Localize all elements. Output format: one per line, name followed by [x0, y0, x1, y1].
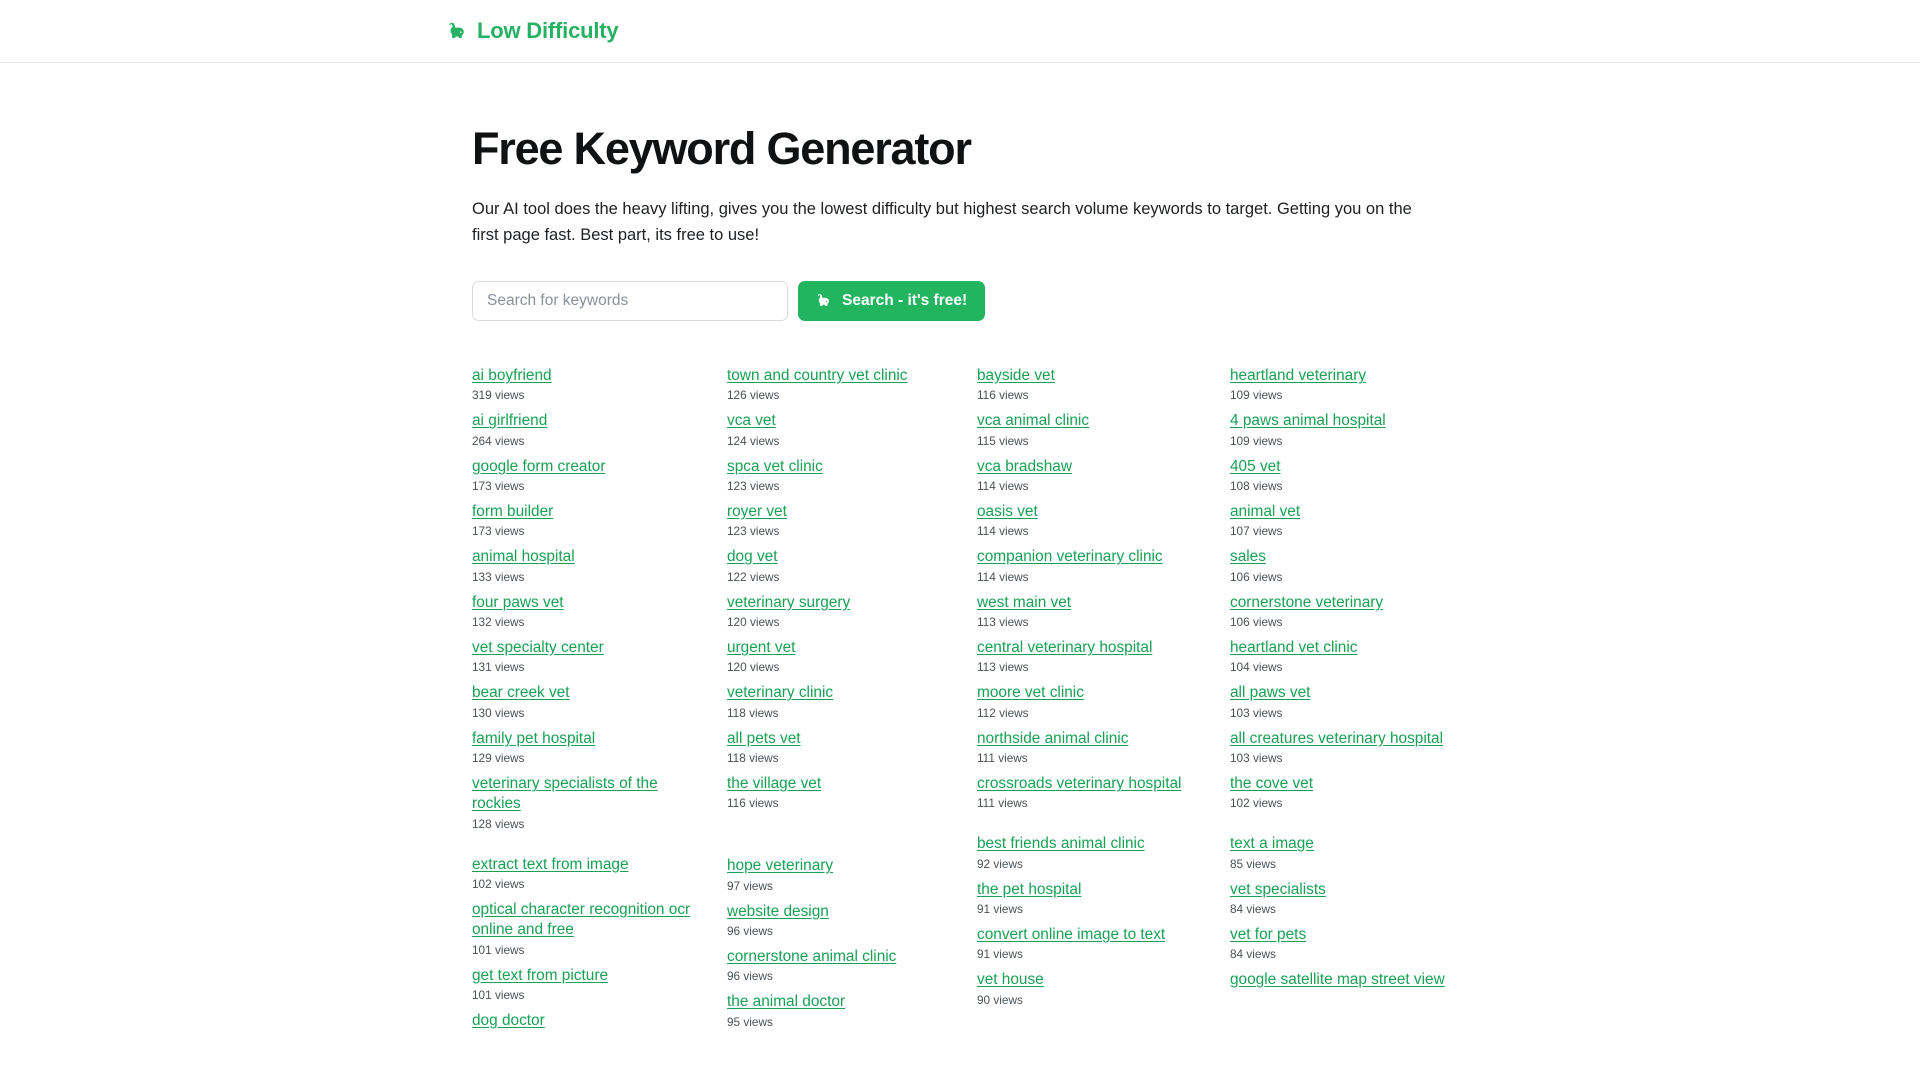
keyword-link[interactable]: animal vet [1230, 502, 1301, 520]
keyword-views: 91 views [977, 901, 1023, 916]
keyword-link[interactable]: vca vet [727, 412, 776, 430]
keyword-item [977, 729, 1207, 765]
keyword-item [1230, 366, 1460, 402]
keyword-item [1230, 970, 1460, 990]
keyword-link[interactable]: all creatures veterinary hospital [1230, 729, 1444, 747]
keyword-views: 103 views [1230, 750, 1283, 765]
keyword-link[interactable]: vet house [977, 971, 1044, 989]
keyword-item [472, 855, 702, 891]
keyword-views: 129 views [472, 750, 525, 765]
keyword-link[interactable]: companion veterinary clinic [977, 548, 1163, 566]
keyword-views: 96 views [727, 969, 773, 984]
main-content [0, 63, 1920, 1055]
keyword-views: 319 views [472, 388, 525, 403]
search-input[interactable] [472, 281, 788, 321]
brand-logo-link[interactable] [447, 18, 618, 44]
keyword-link[interactable]: ai boyfriend [472, 366, 552, 384]
keyword-views: 120 views [727, 660, 780, 675]
page-title: Free Keyword Generator [472, 123, 971, 174]
keyword-column [1230, 366, 1483, 1055]
keyword-item [727, 502, 957, 538]
rabbit-icon [816, 292, 833, 309]
keyword-views: 130 views [472, 705, 525, 720]
keyword-views: 114 views [977, 524, 1029, 539]
keyword-item [727, 774, 957, 810]
keyword-views: 95 views [727, 1014, 773, 1029]
keyword-link[interactable]: central veterinary hospital [977, 638, 1153, 656]
keyword-link[interactable]: veterinary specialists of the rockies [472, 774, 658, 813]
keyword-column [977, 366, 1230, 1055]
keyword-link[interactable]: sales [1230, 548, 1266, 566]
keyword-item [1230, 729, 1460, 765]
keyword-item [977, 683, 1207, 719]
keyword-views: 113 views [977, 660, 1029, 675]
keyword-link[interactable]: royer vet [727, 502, 787, 520]
keyword-link[interactable]: vet specialty center [472, 638, 604, 656]
keyword-item [1230, 638, 1460, 674]
keyword-views: 112 views [977, 705, 1029, 720]
keyword-views: 102 views [1230, 796, 1283, 811]
keyword-item [727, 992, 957, 1028]
keyword-item [727, 729, 957, 765]
keyword-item [1230, 457, 1460, 493]
keyword-link[interactable]: veterinary clinic [727, 684, 834, 702]
keyword-views: 84 views [1230, 947, 1276, 962]
keyword-item [472, 457, 702, 493]
keyword-link[interactable]: cornerstone veterinary [1230, 593, 1384, 611]
keyword-item [977, 411, 1207, 447]
rabbit-icon [447, 20, 469, 42]
keyword-link[interactable]: family pet hospital [472, 729, 596, 747]
keyword-link[interactable]: town and country vet clinic [727, 366, 908, 384]
keyword-item [472, 900, 702, 957]
keyword-group [472, 855, 727, 1032]
keyword-item [977, 970, 1207, 1006]
keyword-item [1230, 593, 1460, 629]
keyword-views: 103 views [1230, 705, 1283, 720]
keyword-views: 113 views [977, 614, 1029, 629]
keyword-item [472, 593, 702, 629]
keyword-link[interactable]: west main vet [977, 593, 1072, 611]
keyword-link[interactable]: moore vet clinic [977, 684, 1084, 702]
keyword-item [1230, 925, 1460, 961]
keyword-item [977, 880, 1207, 916]
keyword-item [977, 774, 1207, 810]
keyword-views: 131 views [472, 660, 525, 675]
search-row [472, 281, 1880, 321]
keyword-views: 92 views [977, 856, 1023, 871]
keyword-link[interactable]: cornerstone animal clinic [727, 947, 897, 965]
keyword-link[interactable]: convert online image to text [977, 925, 1166, 943]
keyword-item [472, 729, 702, 765]
keyword-link[interactable]: 405 vet [1230, 457, 1281, 475]
keyword-link[interactable]: the animal doctor [727, 993, 846, 1011]
keyword-views: 106 views [1230, 569, 1283, 584]
keyword-item [1230, 502, 1460, 538]
keyword-views: 115 views [977, 433, 1029, 448]
keyword-views: 106 views [1230, 614, 1283, 629]
keyword-link[interactable]: best friends animal clinic [977, 835, 1145, 853]
keyword-views: 133 views [472, 569, 525, 584]
keyword-link[interactable]: the cove vet [1230, 774, 1313, 792]
keyword-link[interactable]: animal hospital [472, 548, 575, 566]
keyword-item [727, 856, 957, 892]
keyword-views: 132 views [472, 614, 525, 629]
keyword-views: 118 views [727, 750, 779, 765]
keyword-item [472, 547, 702, 583]
keyword-link[interactable]: bear creek vet [472, 684, 570, 702]
brand-name: Low Difficulty [477, 18, 619, 43]
keyword-item [727, 547, 957, 583]
keyword-views: 128 views [472, 816, 525, 831]
keyword-item [727, 593, 957, 629]
keyword-views: 114 views [977, 569, 1029, 584]
keyword-views: 97 views [727, 878, 773, 893]
column-spacer [727, 834, 977, 856]
keyword-group [472, 366, 727, 831]
keyword-column [472, 366, 727, 1055]
keyword-views: 264 views [472, 433, 525, 448]
keyword-item [1230, 880, 1460, 916]
search-button-label: Search - it's free! [842, 291, 968, 309]
keyword-link[interactable]: vet specialists [1230, 880, 1326, 898]
site-header [0, 0, 1920, 63]
keyword-link[interactable]: four paws vet [472, 593, 564, 611]
keyword-views: 84 views [1230, 901, 1276, 916]
keyword-link[interactable]: website design [727, 902, 829, 920]
keyword-item [977, 593, 1207, 629]
keyword-group [977, 834, 1230, 1006]
keyword-item [727, 638, 957, 674]
page-subtitle: Our AI tool does the heavy lifting, gives you the lowest difficulty but highest search volume keywords to target. Getting you on the first page fast. Best part, its free to use! [472, 199, 1412, 245]
keyword-views: 116 views [727, 796, 779, 811]
keyword-link[interactable]: all paws vet [1230, 684, 1311, 702]
keyword-group [977, 366, 1230, 810]
keyword-grid [472, 366, 1880, 1055]
keyword-views: 123 views [727, 478, 780, 493]
keyword-item [1230, 774, 1460, 810]
keyword-item [1230, 547, 1460, 583]
keyword-link[interactable]: crossroads veterinary hospital [977, 774, 1182, 792]
keyword-item [1230, 411, 1460, 447]
keyword-link[interactable]: all pets vet [727, 729, 801, 747]
keyword-link[interactable]: veterinary surgery [727, 593, 851, 611]
keyword-link[interactable]: urgent vet [727, 638, 796, 656]
keyword-column [727, 366, 977, 1055]
keyword-views: 126 views [727, 388, 780, 403]
keyword-item [977, 638, 1207, 674]
keyword-item [977, 366, 1207, 402]
keyword-item [977, 457, 1207, 493]
keyword-link[interactable]: the village vet [727, 774, 822, 792]
keyword-views: 118 views [727, 705, 779, 720]
keyword-views: 101 views [472, 987, 525, 1002]
keyword-views: 107 views [1230, 524, 1283, 539]
keyword-item [727, 411, 957, 447]
keyword-views: 173 views [472, 524, 525, 539]
keyword-link[interactable]: text a image [1230, 835, 1314, 853]
keyword-link[interactable]: spca vet clinic [727, 457, 823, 475]
keyword-link[interactable]: 4 paws animal hospital [1230, 412, 1386, 430]
keyword-link[interactable]: hope veterinary [727, 857, 834, 875]
keyword-item [977, 502, 1207, 538]
keyword-views: 109 views [1230, 433, 1283, 448]
keyword-views: 120 views [727, 614, 780, 629]
keyword-item [1230, 834, 1460, 870]
keyword-views: 111 views [977, 796, 1028, 811]
keyword-item [977, 834, 1207, 870]
keyword-link[interactable]: heartland veterinary [1230, 366, 1367, 384]
keyword-link[interactable]: northside animal clinic [977, 729, 1129, 747]
keyword-views: 173 views [472, 478, 525, 493]
keyword-item [727, 947, 957, 983]
keyword-views: 91 views [977, 947, 1023, 962]
keyword-link[interactable]: heartland vet clinic [1230, 638, 1358, 656]
keyword-item [472, 1011, 702, 1031]
keyword-item [977, 925, 1207, 961]
keyword-link[interactable]: oasis vet [977, 502, 1038, 520]
keyword-link[interactable]: vet for pets [1230, 925, 1307, 943]
keyword-link[interactable]: extract text from image [472, 855, 629, 873]
keyword-link[interactable]: dog doctor [472, 1011, 545, 1029]
keyword-link[interactable]: the pet hospital [977, 880, 1082, 898]
keyword-link[interactable]: google form creator [472, 457, 606, 475]
keyword-group [727, 856, 977, 1028]
keyword-views: 109 views [1230, 388, 1283, 403]
keyword-item [727, 457, 957, 493]
keyword-views: 111 views [977, 750, 1028, 765]
keyword-views: 102 views [472, 876, 525, 891]
keyword-link[interactable]: optical character recognition ocr online and free [472, 900, 691, 939]
keyword-views: 96 views [727, 923, 773, 938]
keyword-item [1230, 683, 1460, 719]
keyword-views: 108 views [1230, 478, 1283, 493]
keyword-item [727, 902, 957, 938]
keyword-views: 85 views [1230, 856, 1276, 871]
keyword-item [472, 366, 702, 402]
keyword-views: 123 views [727, 524, 780, 539]
keyword-link[interactable]: dog vet [727, 548, 778, 566]
keyword-link[interactable]: bayside vet [977, 366, 1055, 384]
keyword-views: 122 views [727, 569, 780, 584]
keyword-item [472, 966, 702, 1002]
keyword-item [472, 683, 702, 719]
keyword-item [472, 502, 702, 538]
keyword-item [977, 547, 1207, 583]
keyword-views: 101 views [472, 942, 525, 957]
keyword-item [472, 774, 702, 831]
keyword-views: 90 views [977, 992, 1023, 1007]
keyword-link[interactable]: google satellite map street view [1230, 971, 1445, 989]
keyword-views: 114 views [977, 478, 1029, 493]
keyword-views: 104 views [1230, 660, 1283, 675]
search-button[interactable] [798, 281, 985, 321]
keyword-link[interactable]: ai girlfriend [472, 412, 548, 430]
keyword-views: 124 views [727, 433, 780, 448]
keyword-link[interactable]: get text from picture [472, 966, 609, 984]
keyword-group [727, 366, 977, 810]
keyword-link[interactable]: form builder [472, 502, 554, 520]
keyword-item [727, 683, 957, 719]
keyword-group [1230, 366, 1483, 810]
keyword-link[interactable]: vca bradshaw [977, 457, 1072, 475]
keyword-item [472, 638, 702, 674]
keyword-views: 116 views [977, 388, 1029, 403]
keyword-link[interactable]: vca animal clinic [977, 412, 1090, 430]
keyword-group [1230, 834, 1483, 990]
keyword-item [472, 411, 702, 447]
keyword-item [727, 366, 957, 402]
